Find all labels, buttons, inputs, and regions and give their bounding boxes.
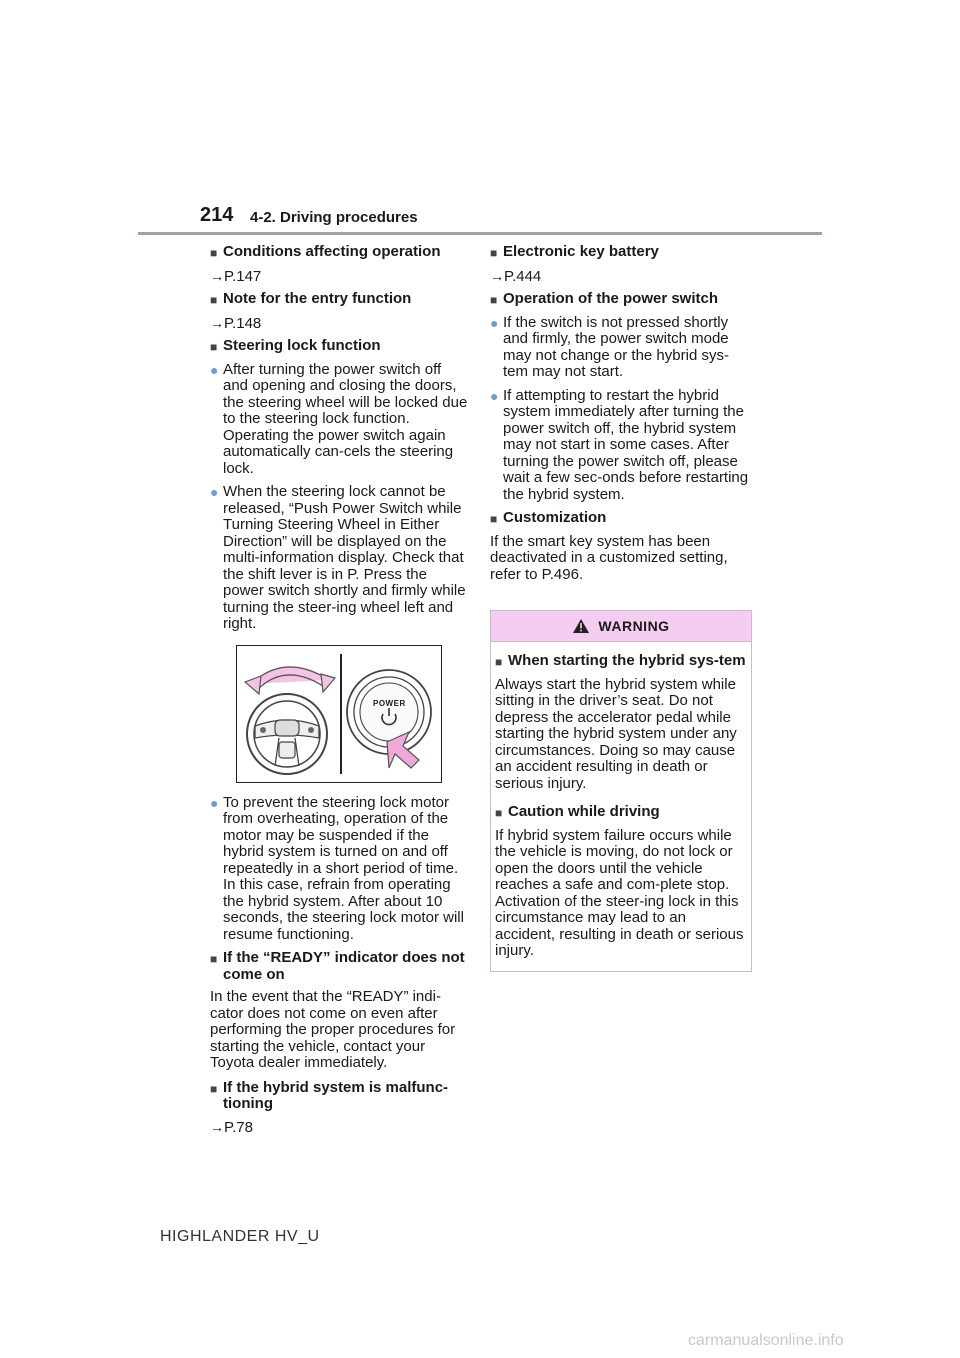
header-rule — [138, 232, 822, 235]
heading-conditions: ■ Conditions affecting operation — [210, 243, 441, 260]
circle-bullet-icon: ● — [210, 794, 219, 811]
left-column — [210, 244, 468, 1142]
warning-heading-starting: ■ When starting the hybrid sys-tem — [495, 652, 746, 669]
warning-header — [491, 611, 751, 642]
bullet-item: ● When the steering lock cannot be released, “Push Power Switch while Turning Steering Wheel in Either Direction” will be displayed on the multi-information display. Check that the shift lever is in P. Press the power switch shortly and firmly while turning the steer-ing wheel left and right. — [210, 483, 466, 632]
square-bullet-icon: ■ — [490, 293, 498, 307]
section-title: 4-2. Driving procedures — [250, 209, 418, 226]
warning-box — [490, 610, 752, 972]
steering-power-figure — [236, 645, 442, 783]
warning-heading-driving: ■ Caution while driving — [495, 803, 660, 820]
square-bullet-icon: ■ — [495, 655, 503, 669]
square-bullet-icon: ■ — [490, 246, 498, 260]
ref-battery[interactable]: →P.444 — [490, 267, 542, 285]
warning-text-starting: Always start the hybrid system while sitting in the driver’s seat. Do not depress the accelerator pedal while starting the hybrid system under any circumstances. Doing so may cause an accident resulting in death or serious injury. — [495, 675, 737, 792]
arrow-icon: → — [210, 314, 224, 331]
square-bullet-icon: ■ — [210, 293, 218, 307]
square-bullet-icon: ■ — [210, 1081, 218, 1096]
square-bullet-icon: ■ — [495, 806, 503, 820]
bullet-item: ● To prevent the steering lock motor from overheating, operation of the motor may be suspended if the hybrid system is turned on and off repeatedly in a short period of time. In this case, refrain from operating the hybrid system. After about 10 seconds, the steering lock motor will resume functioning. — [210, 793, 464, 943]
square-bullet-icon: ■ — [210, 246, 218, 260]
footer-model: HIGHLANDER HV_U — [160, 1228, 320, 1245]
right-column — [490, 244, 752, 591]
arrow-icon: → — [210, 267, 224, 284]
page-number: 214 — [200, 204, 234, 226]
heading-steering: ■ Steering lock function — [210, 337, 381, 354]
heading-operation: ■ Operation of the power switch — [490, 290, 719, 307]
warning-body — [491, 642, 751, 960]
power-button-label: POWER — [373, 698, 406, 708]
steering-wheel-illustration — [237, 646, 441, 782]
heading-malfunction: ■ If the hybrid system is malfunc-tioning — [210, 1078, 449, 1112]
bullet-item: ● If attempting to restart the hybrid system immediately after turning the power switch off, the hybrid system may not start in some cases. After turning the power switch off, please wait a few sec-onds before restarting the hybrid system. — [490, 386, 749, 503]
heading-battery: ■ Electronic key battery — [490, 243, 659, 260]
circle-bullet-icon: ● — [490, 387, 499, 404]
arrow-icon: → — [490, 267, 504, 284]
warning-title: WARNING — [598, 618, 670, 634]
watermark: carmanualsonline.info — [688, 1332, 844, 1349]
circle-bullet-icon: ● — [490, 314, 499, 331]
bullet-item: ● After turning the power switch off and opening and closing the doors, the steering wheel will be locked due to the steering lock function. Operating the power switch again automatically can-cels the steering lock. — [210, 360, 468, 477]
ref-entry[interactable]: →P.148 — [210, 314, 262, 332]
customization-text: If the smart key system has been deactivated in a customized setting, refer to P.496. — [490, 532, 728, 583]
heading-entry: ■ Note for the entry function — [210, 290, 412, 307]
warning-triangle-icon — [572, 618, 590, 634]
ready-text: In the event that the “READY” indi-cator does not come on even after performing the proper procedures for starting the vehicle, contact your Toyota dealer immediately. — [210, 988, 456, 1071]
ref-malfunction[interactable]: →P.78 — [210, 1118, 253, 1136]
square-bullet-icon: ■ — [210, 340, 218, 354]
bullet-item: ● If the switch is not pressed shortly and firmly, the power switch mode may not change or the hybrid sys-tem may not start. — [490, 313, 729, 380]
arrow-icon: → — [210, 1118, 224, 1135]
warning-text-driving: If hybrid system failure occurs while the vehicle is moving, do not lock or open the doors until the vehicle reaches a safe and com-plete stop. Activation of the steer-ing lock in this circumstance may lead to an accident, resulting in death or serious injury. — [495, 826, 744, 959]
circle-bullet-icon: ● — [210, 484, 219, 500]
heading-customization: ■ Customization — [490, 509, 607, 526]
square-bullet-icon: ■ — [210, 952, 218, 966]
circle-bullet-icon: ● — [210, 361, 219, 378]
ref-conditions[interactable]: →P.147 — [210, 267, 262, 285]
heading-ready: ■ If the “READY” indicator does not come on — [210, 949, 465, 983]
square-bullet-icon: ■ — [490, 512, 498, 526]
